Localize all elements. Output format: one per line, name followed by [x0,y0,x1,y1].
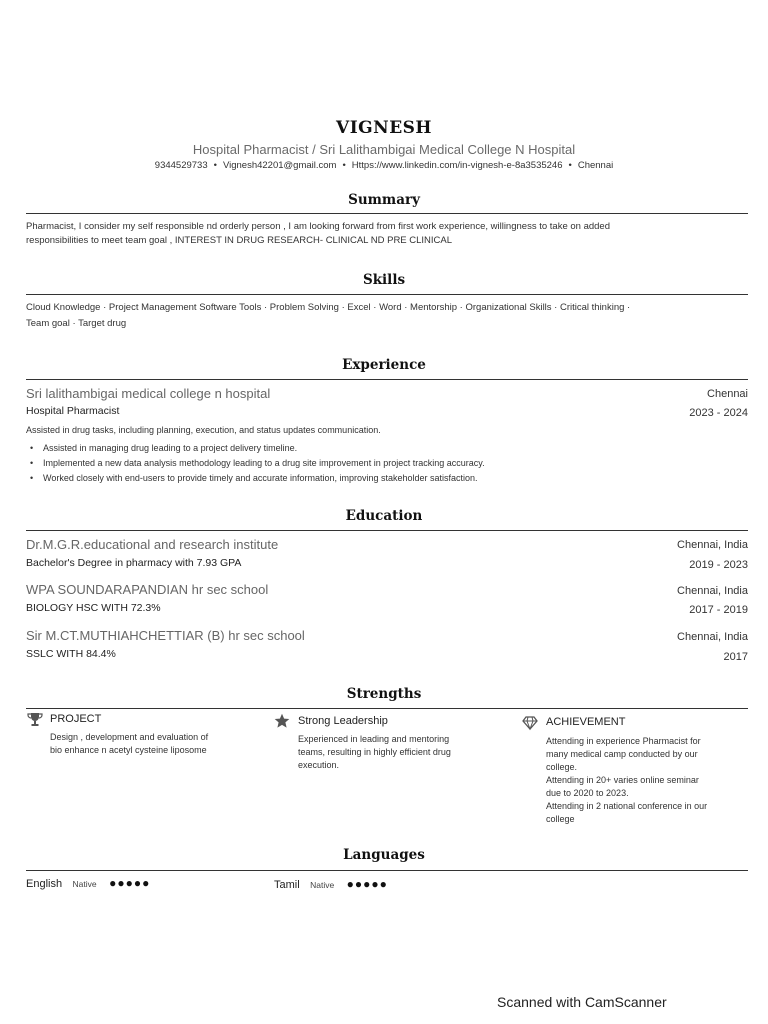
experience-role: Hospital Pharmacist [26,405,120,417]
experience-intro: Assisted in drug tasks, including planning, execution, and status updates communication. [26,425,381,435]
education-degree: Bachelor's Degree in pharmacy with 7.93 GPA [26,557,242,569]
strength-description [298,733,451,772]
experience-location: Chennai [707,388,748,400]
education-location: Chennai, India [677,631,748,643]
strength-line: teams, resulting in highly efficient drug [298,747,451,757]
education-location: Chennai, India [677,539,748,551]
email-link[interactable]: Vignesh42201@gmail.com [222,160,337,171]
skills-line: Cloud Knowledge · Project Management Software Tools · Problem Solving · Excel · Word · Mentorship · Organizational Skills · Critical thinking · [26,302,631,313]
education-school: Dr.M.G.R.educational and research institute [26,537,279,552]
language-name: English [26,878,63,890]
education-school: WPA SOUNDARAPANDIAN hr sec school [26,582,269,597]
separator-dot: • [568,160,572,171]
trophy-icon [27,712,43,728]
strength-line: execution. [298,760,340,770]
candidate-subtitle: Hospital Pharmacist / Sri Lalithambigai Medical College N Hospital [192,142,576,157]
strength-line: Attending in experience Pharmacist for [546,736,701,746]
scanner-watermark: Scanned with CamScanner [497,994,667,1010]
strength-line: college [546,814,575,824]
experience-bullet: • Implemented a new data analysis methodology leading to a drug site improvement in project tracking accuracy. [26,456,746,471]
strength-line: Attending in 2 national conference in our [546,801,708,811]
strength-line: college. [546,762,578,772]
summary-heading: Summary [348,192,420,208]
skills-text [26,301,746,331]
candidate-name: VIGNESH [336,118,432,138]
section-divider [26,870,748,871]
strength-title: Strong Leadership [298,715,388,727]
strength-title: PROJECT [50,713,102,725]
strength-line: bio enhance n acetyl cysteine liposome [50,745,207,755]
separator-dot: • [213,160,217,171]
section-divider [26,213,748,214]
experience-dates: 2023 - 2024 [689,407,748,419]
experience-bullets [26,441,746,486]
strength-line: Experienced in leading and mentoring [298,734,450,744]
education-location: Chennai, India [677,585,748,597]
section-divider [26,294,748,295]
experience-heading: Experience [342,357,426,373]
section-divider [26,379,748,380]
header-location: Chennai [577,160,614,171]
diamond-icon [522,715,538,731]
strength-line: due to 2020 to 2023. [546,788,629,798]
education-school: Sir M.CT.MUTHIAHCHETTIAR (B) hr sec school [26,628,305,643]
strength-line: Attending in 20+ varies online seminar [546,775,699,785]
skills-line: Team goal · Target drug [26,318,127,329]
strengths-heading: Strengths [346,686,422,702]
summary-line: Pharmacist, I consider my self responsible nd orderly person , I am looking forward from first work experience, willingness to take on added [26,221,610,232]
education-degree: BIOLOGY HSC WITH 72.3% [26,602,161,614]
phone-number: 9344529733 [154,160,208,171]
section-divider [26,708,748,709]
language-entry [26,874,150,892]
experience-bullet: • Assisted in managing drug leading to a project delivery timeline. [26,441,746,456]
language-level: Native [310,880,335,890]
languages-heading: Languages [343,847,425,863]
summary-text [26,220,746,248]
strength-description [50,731,208,757]
education-dates: 2017 - 2019 [689,604,748,616]
skills-heading: Skills [362,272,406,288]
star-icon [274,713,290,729]
education-dates: 2017 [723,651,748,663]
linkedin-link[interactable]: Https://www.linkedin.com/in-vignesh-e-8a3535246 [351,160,563,171]
contact-line [0,160,768,171]
separator-dot: • [342,160,346,171]
language-level: Native [72,879,97,889]
language-entry [274,875,388,893]
language-rating: ●●●●● [109,876,151,890]
language-rating: ●●●●● [346,877,388,891]
strength-title: ACHIEVEMENT [546,716,626,728]
education-dates: 2019 - 2023 [689,559,748,571]
summary-line: responsibilities to meet team goal , INTEREST IN DRUG RESEARCH- CLINICAL ND PRE CLINICAL [26,235,453,246]
language-name: Tamil [274,879,300,891]
experience-bullet: • Worked closely with end-users to provide timely and accurate information, improving stakeholder satisfaction. [26,471,746,486]
strength-line: Design , development and evaluation of [50,732,209,742]
strength-line: many medical camp conducted by our [546,749,698,759]
experience-org: Sri lalithambigai medical college n hospital [26,386,271,401]
education-degree: SSLC WITH 84.4% [26,648,116,660]
education-heading: Education [345,508,423,524]
section-divider [26,530,748,531]
strength-description [546,735,707,826]
